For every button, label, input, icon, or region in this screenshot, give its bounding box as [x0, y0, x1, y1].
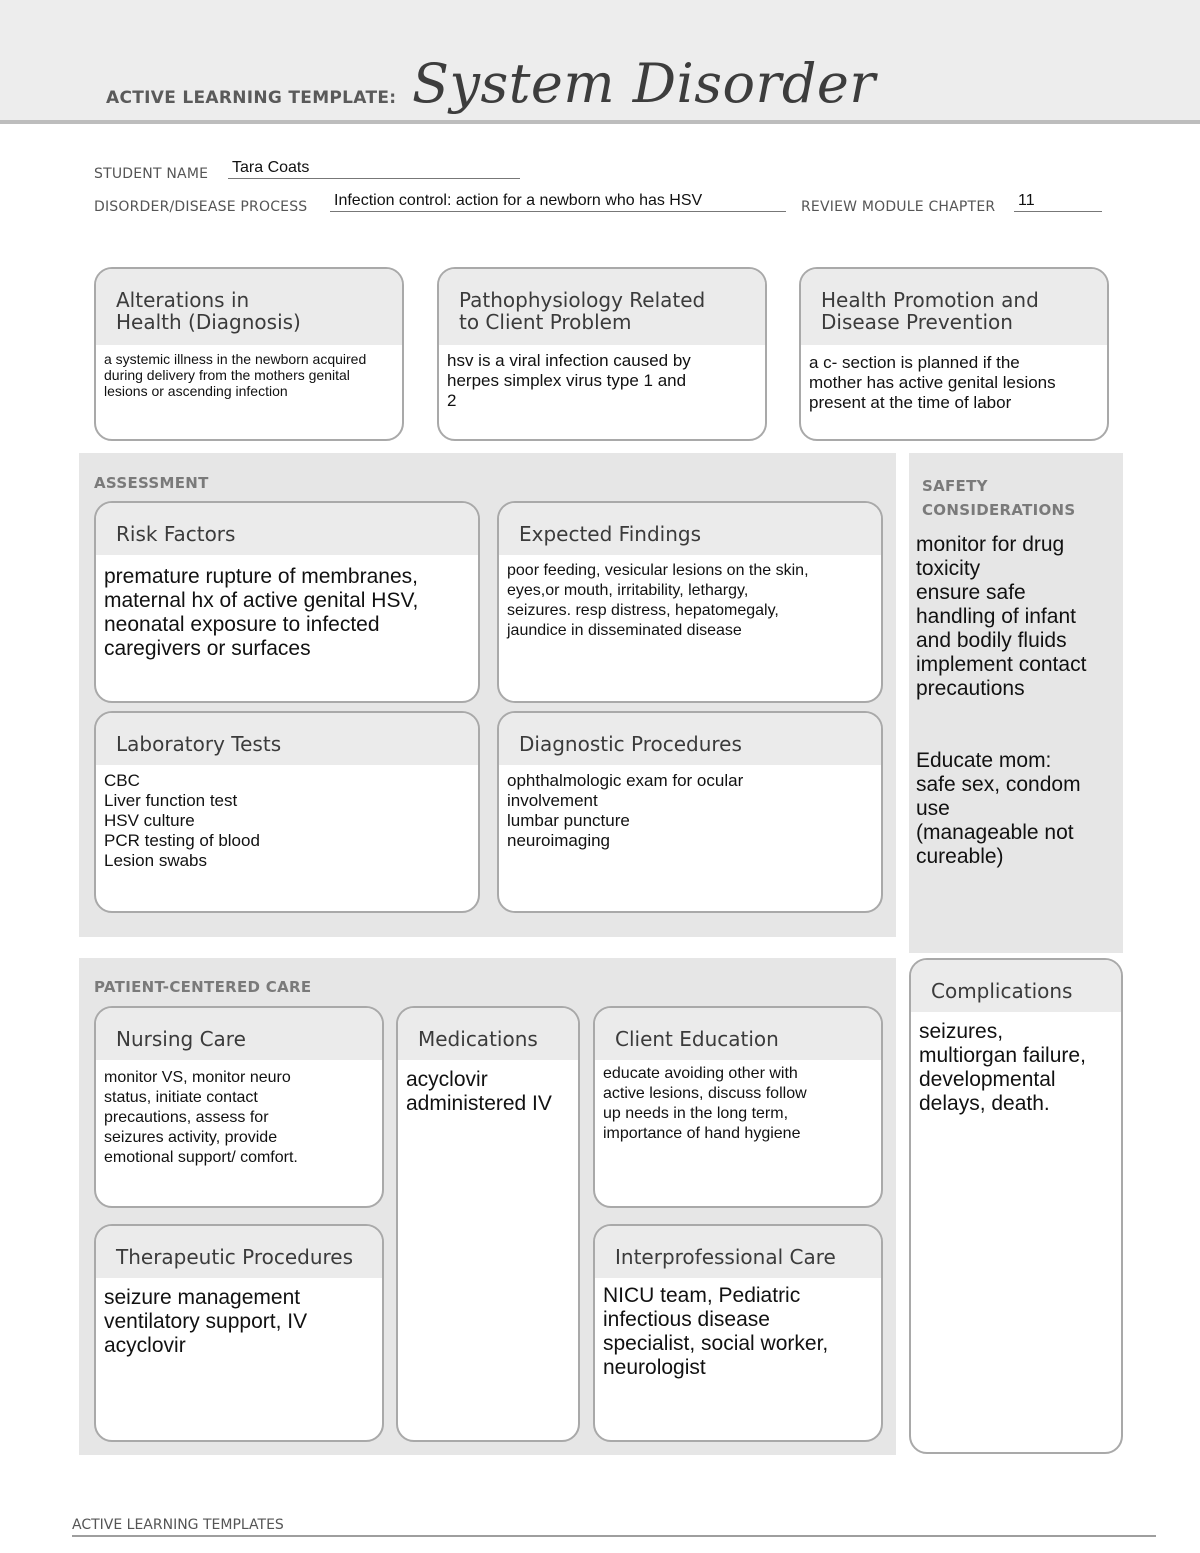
- template-label: ACTIVE LEARNING TEMPLATE:: [106, 88, 397, 108]
- footer-rule: [72, 1535, 1156, 1537]
- health-promotion-title: Health Promotion and Disease Prevention: [801, 269, 1107, 345]
- template-title: System Disorder: [412, 52, 876, 115]
- assessment-label: ASSESSMENT: [94, 474, 209, 492]
- pathophysiology-box: [437, 267, 767, 441]
- health-promotion-box: [799, 267, 1109, 441]
- disorder-field[interactable]: Infection control: action for a newborn who has HSV: [330, 191, 786, 212]
- risk-factors-title: Risk Factors: [96, 503, 478, 555]
- client-education-box: [593, 1006, 883, 1208]
- pathophysiology-title: Pathophysiology Related to Client Problem: [439, 269, 765, 345]
- pathophysiology-body[interactable]: hsv is a viral infection caused by herpes simplex virus type 1 and 2: [447, 351, 691, 410]
- medications-box: [396, 1006, 580, 1442]
- safety-label: SAFETY CONSIDERATIONS: [922, 477, 1076, 519]
- therapeutic-procedures-box: [94, 1224, 384, 1442]
- expected-findings-box: [497, 501, 883, 703]
- patient-centered-care-label: PATIENT-CENTERED CARE: [94, 978, 312, 996]
- student-name-label: STUDENT NAME: [94, 166, 209, 182]
- laboratory-tests-title: Laboratory Tests: [96, 713, 478, 765]
- complications-title: Complications: [911, 960, 1121, 1012]
- therapeutic-procedures-title: Therapeutic Procedures: [96, 1226, 382, 1278]
- nursing-care-body[interactable]: monitor VS, monitor neuro status, initiate contact precautions, assess for seizures activity, provide emotional support/ comfort.: [104, 1069, 298, 1166]
- chapter-label: REVIEW MODULE CHAPTER: [801, 199, 996, 215]
- safety-body[interactable]: monitor for drug toxicity ensure safe handling of infant and bodily fluids implement contact precautions Educate mom: safe sex, condom use (manageable not cureable): [916, 533, 1087, 868]
- alterations-body[interactable]: a systemic illness in the newborn acquired during delivery from the mothers genital lesions or ascending infection: [104, 351, 367, 399]
- complications-body[interactable]: seizures, multiorgan failure, developmental delays, death.: [919, 1020, 1086, 1115]
- chapter-field[interactable]: 11: [1014, 191, 1102, 212]
- nursing-care-title: Nursing Care: [96, 1008, 382, 1060]
- alterations-box: [94, 267, 404, 441]
- health-promotion-body[interactable]: a c- section is planned if the mother has active genital lesions present at the time of labor: [809, 353, 1056, 412]
- diagnostic-procedures-box: [497, 711, 883, 913]
- laboratory-tests-body[interactable]: CBC Liver function test HSV culture PCR testing of blood Lesion swabs: [104, 771, 260, 870]
- expected-findings-title: Expected Findings: [499, 503, 881, 555]
- expected-findings-body[interactable]: poor feeding, vesicular lesions on the skin, eyes,or mouth, irritability, lethargy, seizures. resp distress, hepatomegaly, jaundice in disseminated disease: [507, 562, 809, 639]
- therapeutic-procedures-body[interactable]: seizure management ventilatory support, IV acyclovir: [104, 1286, 308, 1357]
- diagnostic-procedures-title: Diagnostic Procedures: [499, 713, 881, 765]
- student-name-field[interactable]: Tara Coats: [228, 158, 520, 179]
- medications-title: Medications: [398, 1008, 578, 1060]
- risk-factors-box: [94, 501, 480, 703]
- client-education-title: Client Education: [595, 1008, 881, 1060]
- risk-factors-body[interactable]: premature rupture of membranes, maternal hx of active genital HSV, neonatal exposure to infected caregivers or surfaces: [104, 565, 419, 660]
- alterations-title: Alterations in Health (Diagnosis): [96, 269, 402, 345]
- nursing-care-box: [94, 1006, 384, 1208]
- laboratory-tests-box: [94, 711, 480, 913]
- interprofessional-care-title: Interprofessional Care: [595, 1226, 881, 1278]
- interprofessional-care-body[interactable]: NICU team, Pediatric infectious disease specialist, social worker, neurologist: [603, 1284, 829, 1379]
- client-education-body[interactable]: educate avoiding other with active lesions, discuss follow up needs in the long term, importance of hand hygiene: [603, 1065, 807, 1142]
- disorder-label: DISORDER/DISEASE PROCESS: [94, 199, 308, 215]
- interprofessional-care-box: [593, 1224, 883, 1442]
- medications-body[interactable]: acyclovir administered IV: [406, 1068, 552, 1115]
- diagnostic-procedures-body[interactable]: ophthalmologic exam for ocular involvement lumbar puncture neuroimaging: [507, 771, 744, 850]
- complications-box: [909, 958, 1123, 1454]
- footer-label: ACTIVE LEARNING TEMPLATES: [72, 1517, 284, 1533]
